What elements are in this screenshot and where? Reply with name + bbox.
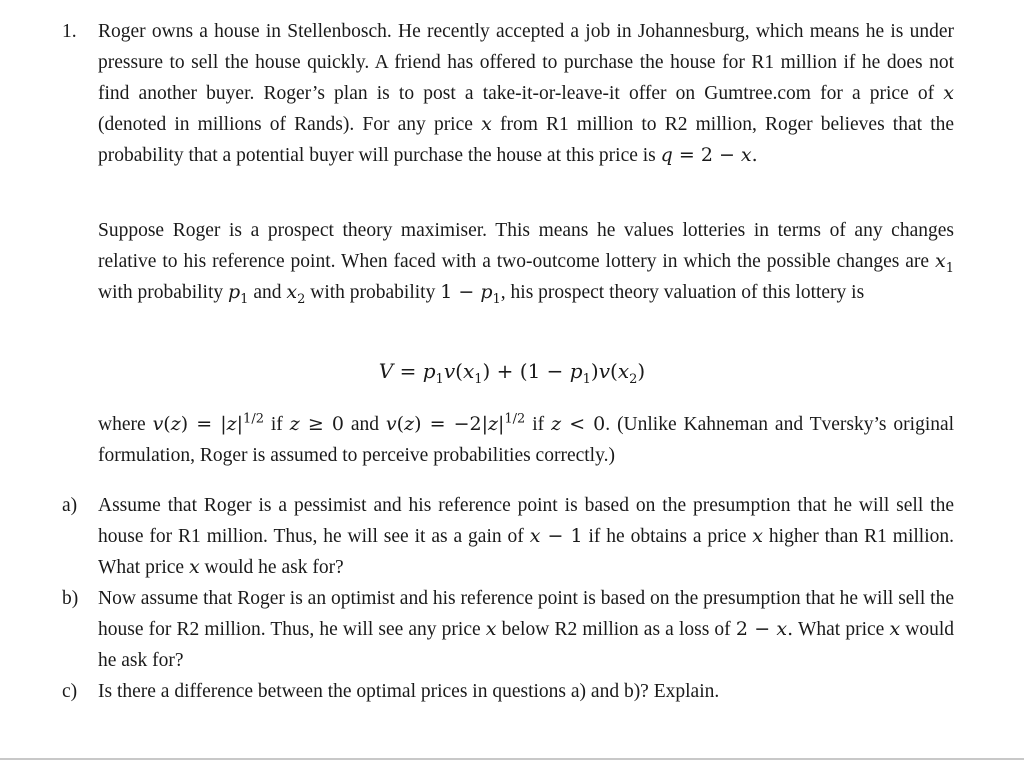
prospect-text-5: , his prospect theory valuation of this lottery is — [500, 282, 865, 303]
question-number: 1. — [62, 21, 77, 42]
part-a-text — [98, 490, 954, 583]
part-a-text-3: higher than R1 million. What price — [98, 526, 954, 578]
var-x: x — [889, 618, 901, 640]
prospect-theory-paragraph — [98, 215, 954, 308]
prospect-text-4: with probability — [310, 282, 436, 303]
var-x1: $x_1$ — [935, 250, 955, 276]
part-b-text — [98, 583, 954, 676]
part-c-text-1: Is there a difference between the optimal prices in questions a) and b)? Explain. — [98, 681, 720, 702]
part-b-text-3: What price — [797, 619, 885, 640]
value-text-1: where — [98, 414, 146, 435]
var-x: x — [188, 556, 200, 578]
part-c-text — [98, 676, 954, 707]
probability-formula: q = 2 − x. — [660, 144, 758, 166]
gain-value-function: $v(z) = |z|^{1/2}$ — [152, 411, 264, 435]
var-x: x — [752, 525, 764, 547]
value-text-4: if — [532, 414, 545, 435]
loss-value-function: $v(z) = -2|z|^{1/2}$ — [385, 411, 526, 435]
value-function-paragraph — [98, 409, 954, 471]
prospect-text-1: Suppose Roger is a prospect theory maximiser. This means he values lotteries in terms of any changes relative to his reference point. When faced with a two-outcome lottery in which the possible changes are — [98, 220, 954, 272]
var-x: x — [481, 113, 492, 135]
part-b-label: b) — [62, 588, 79, 609]
part-b-text-4: would he ask for? — [98, 619, 955, 671]
gain-expression: x − 1 — [529, 525, 583, 547]
question-intro-paragraph — [98, 16, 954, 171]
part-a-text-1: Assume that Roger is a pessimist and his reference point is based on the presumption that he will sell the house for R1 million. Thus, he will see it as a gain of — [98, 495, 954, 547]
prospect-text-3: and — [253, 282, 282, 303]
intro-text-1: Roger owns a house in Stellenbosch. He recently accepted a job in Johannesburg, which means he is under pressure to sell the house quickly. A friend has offered to purchase the house for R1 million if he does not find another buyer. Roger’s plan is to post a take-it-or-leave-it offer on Gumtree.com for a price of — [98, 21, 954, 104]
prospect-text-2: with probability — [98, 282, 224, 303]
value-text-5: . (Unlike Kahneman and Tversky’s original formulation, Roger is assumed to perceive probabilities correctly.) — [98, 414, 955, 466]
gain-condition: z ≥ 0 — [289, 413, 344, 435]
part-a-text-2: if he obtains a price — [588, 526, 747, 547]
part-b-text-1: Now assume that Roger is an optimist and his reference point is based on the presumption that he will sell the house for R2 million. Thus, he will see any price — [98, 588, 954, 640]
intro-text-2: (denoted in millions of Rands). For any price — [98, 114, 473, 135]
loss-condition: z < 0 — [551, 413, 606, 435]
one-minus-p1: $1 - p_1$ — [440, 281, 501, 307]
loss-expression: 2 − x. — [735, 618, 794, 640]
var-x: x — [943, 82, 955, 104]
value-text-3: and — [350, 414, 379, 435]
page-bottom-rule — [0, 758, 1024, 760]
intro-text-3: from R1 million to R2 million, Roger believes that the probability that a potential buyer will purchase the house at this price is — [98, 114, 955, 166]
var-x: x — [485, 618, 497, 640]
var-x2: $x_2$ — [286, 281, 306, 307]
part-a-label: a) — [62, 495, 78, 516]
part-c-label: c) — [62, 681, 78, 702]
part-a-text-4: would he ask for? — [204, 557, 344, 578]
valuation-formula: $V = p_1v(x_1) + (1 - p_1)v(x_2)$ — [378, 359, 646, 387]
part-b-text-2: below R2 million as a loss of — [501, 619, 731, 640]
value-text-2: if — [270, 414, 283, 435]
var-p1: $p_1$ — [228, 281, 249, 307]
